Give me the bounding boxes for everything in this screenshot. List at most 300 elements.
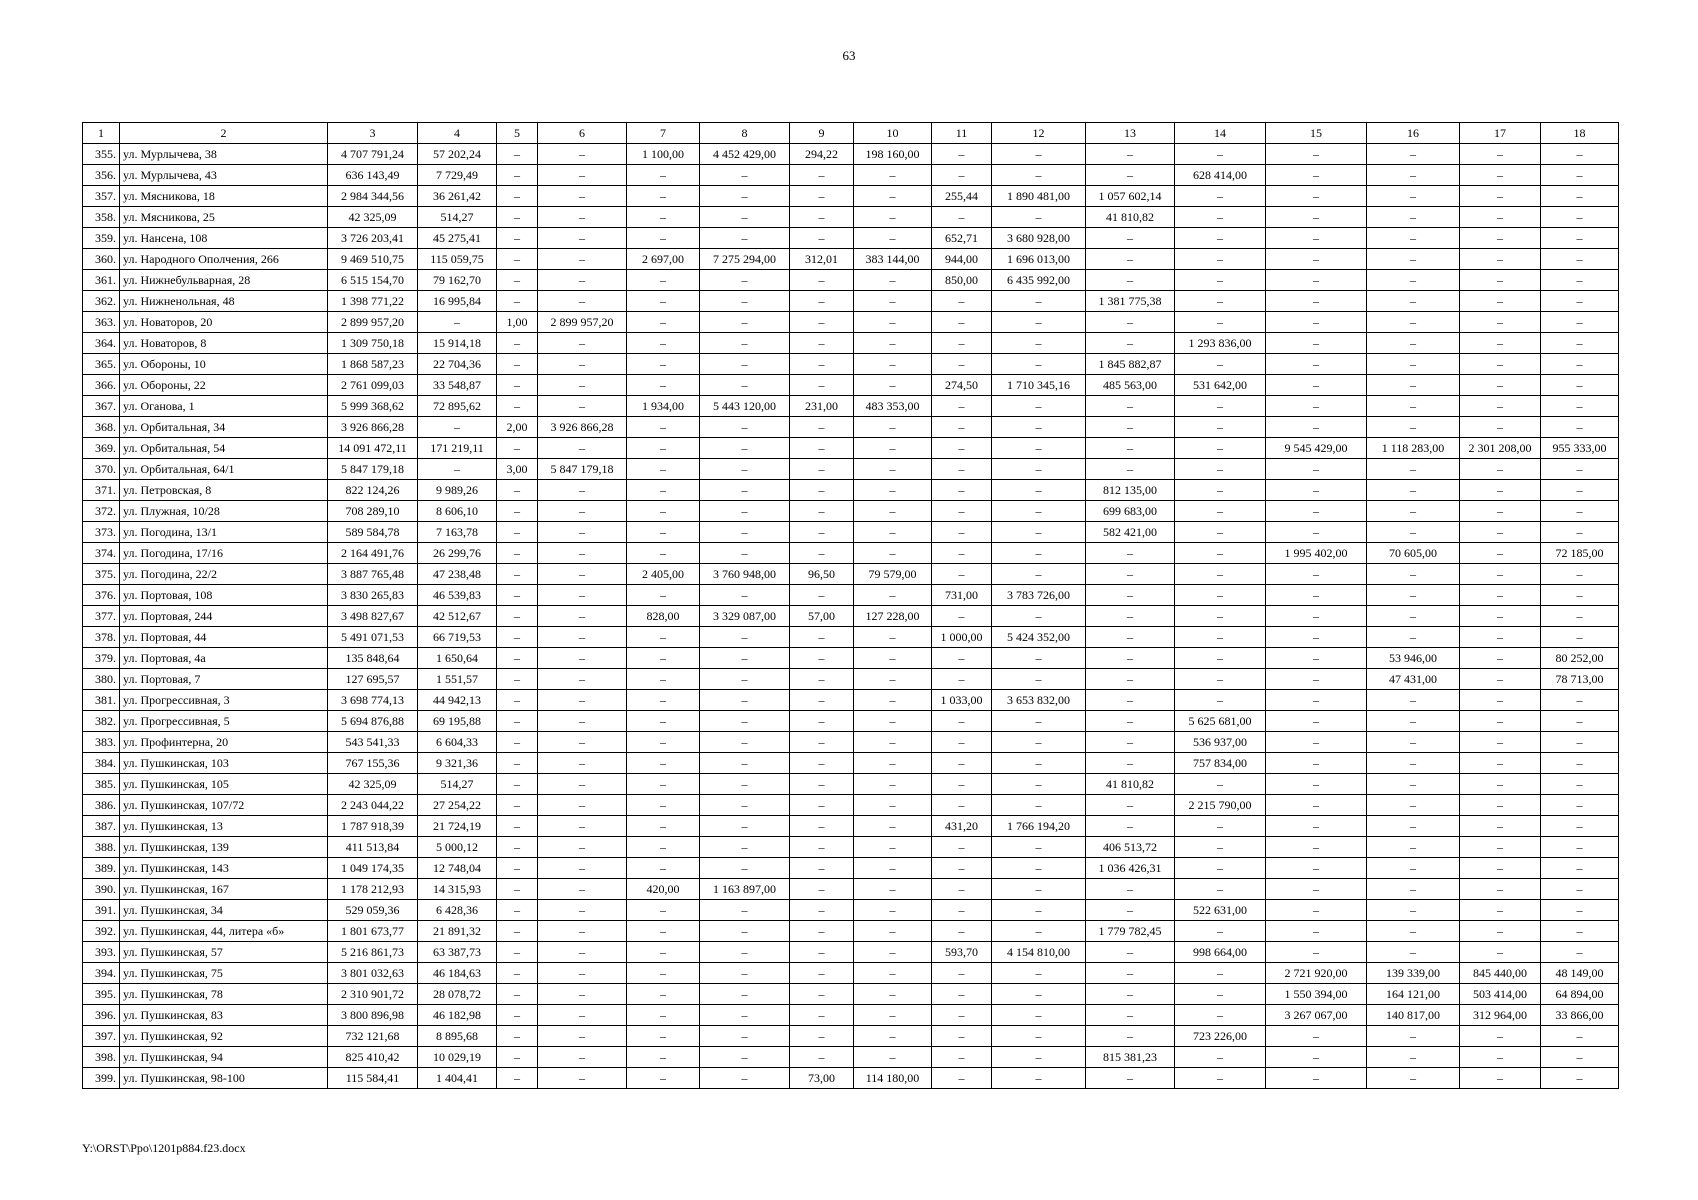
value-cell: – bbox=[1460, 795, 1541, 816]
table-row bbox=[83, 669, 1619, 690]
value-cell: – bbox=[1175, 837, 1266, 858]
value-cell: – bbox=[700, 480, 790, 501]
value-cell: 1 404,41 bbox=[418, 1068, 497, 1089]
value-cell: – bbox=[1460, 207, 1541, 228]
value-cell: – bbox=[538, 711, 627, 732]
address-cell: ул. Пушкинская, 103 bbox=[120, 753, 328, 774]
value-cell: – bbox=[1367, 249, 1460, 270]
value-cell: – bbox=[1175, 228, 1266, 249]
value-cell: – bbox=[1541, 921, 1619, 942]
value-cell: – bbox=[538, 396, 627, 417]
value-cell: 767 155,36 bbox=[328, 753, 418, 774]
column-header-11: 11 bbox=[932, 123, 992, 144]
table-row bbox=[83, 144, 1619, 165]
value-cell: – bbox=[1086, 564, 1175, 585]
value-cell: 1 995 402,00 bbox=[1266, 543, 1367, 564]
value-cell: – bbox=[790, 858, 854, 879]
value-cell: – bbox=[1367, 711, 1460, 732]
value-cell: 7 163,78 bbox=[418, 522, 497, 543]
value-cell: 589 584,78 bbox=[328, 522, 418, 543]
value-cell: – bbox=[932, 837, 992, 858]
value-cell: – bbox=[1541, 774, 1619, 795]
value-cell: – bbox=[1541, 459, 1619, 480]
address-cell: ул. Пушкинская, 167 bbox=[120, 879, 328, 900]
value-cell: – bbox=[854, 858, 932, 879]
value-cell: – bbox=[1367, 1026, 1460, 1047]
value-cell: – bbox=[1086, 270, 1175, 291]
value-cell: – bbox=[992, 837, 1086, 858]
value-cell: – bbox=[992, 312, 1086, 333]
value-cell: – bbox=[854, 333, 932, 354]
value-cell: 3 800 896,98 bbox=[328, 1005, 418, 1026]
value-cell: – bbox=[700, 459, 790, 480]
value-cell: – bbox=[1367, 207, 1460, 228]
value-cell: – bbox=[497, 963, 538, 984]
value-cell: – bbox=[1175, 774, 1266, 795]
value-cell: 42 325,09 bbox=[328, 207, 418, 228]
value-cell: – bbox=[700, 522, 790, 543]
address-cell: ул. Оганова, 1 bbox=[120, 396, 328, 417]
row-number-cell: 384. bbox=[83, 753, 120, 774]
value-cell: – bbox=[1367, 186, 1460, 207]
value-cell: – bbox=[932, 774, 992, 795]
row-number-cell: 386. bbox=[83, 795, 120, 816]
value-cell: 1 845 882,87 bbox=[1086, 354, 1175, 375]
address-cell: ул. Орбитальная, 64/1 bbox=[120, 459, 328, 480]
value-cell: – bbox=[1541, 711, 1619, 732]
table-row bbox=[83, 984, 1619, 1005]
value-cell: 4 707 791,24 bbox=[328, 144, 418, 165]
value-cell: – bbox=[627, 753, 700, 774]
value-cell: – bbox=[497, 522, 538, 543]
value-cell: – bbox=[1367, 816, 1460, 837]
value-cell: – bbox=[992, 648, 1086, 669]
value-cell: – bbox=[790, 228, 854, 249]
value-cell: – bbox=[497, 921, 538, 942]
value-cell: – bbox=[538, 606, 627, 627]
value-cell: 312,01 bbox=[790, 249, 854, 270]
value-cell: – bbox=[627, 963, 700, 984]
page-number: 63 bbox=[842, 48, 856, 63]
value-cell: – bbox=[854, 228, 932, 249]
value-cell: – bbox=[932, 921, 992, 942]
value-cell: – bbox=[932, 207, 992, 228]
value-cell: – bbox=[1367, 732, 1460, 753]
value-cell: – bbox=[1460, 690, 1541, 711]
value-cell: – bbox=[1460, 1047, 1541, 1068]
value-cell: – bbox=[992, 984, 1086, 1005]
value-cell: 1 033,00 bbox=[932, 690, 992, 711]
value-cell: – bbox=[1266, 753, 1367, 774]
value-cell: – bbox=[497, 396, 538, 417]
value-cell: – bbox=[538, 207, 627, 228]
value-cell: – bbox=[627, 1047, 700, 1068]
value-cell: – bbox=[1086, 438, 1175, 459]
value-cell: – bbox=[700, 375, 790, 396]
value-cell: 231,00 bbox=[790, 396, 854, 417]
value-cell: – bbox=[1266, 291, 1367, 312]
value-cell: 1 398 771,22 bbox=[328, 291, 418, 312]
value-cell: – bbox=[854, 1005, 932, 1026]
value-cell: – bbox=[790, 438, 854, 459]
value-cell: – bbox=[497, 333, 538, 354]
value-cell: – bbox=[538, 585, 627, 606]
value-cell: – bbox=[1541, 186, 1619, 207]
value-cell: – bbox=[1460, 627, 1541, 648]
table-row bbox=[83, 396, 1619, 417]
value-cell: – bbox=[790, 963, 854, 984]
row-number-cell: 390. bbox=[83, 879, 120, 900]
table-row bbox=[83, 270, 1619, 291]
value-cell: 3 926 866,28 bbox=[328, 417, 418, 438]
table-row bbox=[83, 1068, 1619, 1089]
value-cell: – bbox=[627, 921, 700, 942]
value-cell: 57 202,24 bbox=[418, 144, 497, 165]
value-cell: – bbox=[854, 669, 932, 690]
row-number-cell: 380. bbox=[83, 669, 120, 690]
value-cell: – bbox=[992, 1068, 1086, 1089]
value-cell: – bbox=[790, 501, 854, 522]
value-cell: 57,00 bbox=[790, 606, 854, 627]
value-cell: – bbox=[790, 291, 854, 312]
value-cell: 955 333,00 bbox=[1541, 438, 1619, 459]
value-cell: 5 424 352,00 bbox=[992, 627, 1086, 648]
value-cell: – bbox=[1086, 228, 1175, 249]
value-cell: – bbox=[1460, 501, 1541, 522]
address-cell: ул. Петровская, 8 bbox=[120, 480, 328, 501]
address-cell: ул. Погодина, 13/1 bbox=[120, 522, 328, 543]
value-cell: 14 091 472,11 bbox=[328, 438, 418, 459]
value-cell: – bbox=[1086, 795, 1175, 816]
address-cell: ул. Погодина, 22/2 bbox=[120, 564, 328, 585]
value-cell: 2,00 bbox=[497, 417, 538, 438]
value-cell: – bbox=[1367, 900, 1460, 921]
address-cell: ул. Нижнебульварная, 28 bbox=[120, 270, 328, 291]
address-cell: ул. Погодина, 17/16 bbox=[120, 543, 328, 564]
value-cell: – bbox=[1541, 333, 1619, 354]
value-cell: – bbox=[992, 165, 1086, 186]
value-cell: – bbox=[700, 1026, 790, 1047]
value-cell: 3 830 265,83 bbox=[328, 585, 418, 606]
value-cell: 2 984 344,56 bbox=[328, 186, 418, 207]
value-cell: 72 185,00 bbox=[1541, 543, 1619, 564]
value-cell: – bbox=[497, 165, 538, 186]
budget-table bbox=[82, 122, 1619, 1089]
value-cell: 8 895,68 bbox=[418, 1026, 497, 1047]
value-cell: 3 680 928,00 bbox=[992, 228, 1086, 249]
value-cell: – bbox=[1367, 501, 1460, 522]
value-cell: – bbox=[538, 354, 627, 375]
value-cell: – bbox=[854, 438, 932, 459]
value-cell: – bbox=[1541, 312, 1619, 333]
value-cell: – bbox=[1541, 900, 1619, 921]
value-cell: 536 937,00 bbox=[1175, 732, 1266, 753]
row-number-cell: 374. bbox=[83, 543, 120, 564]
value-cell: 127 228,00 bbox=[854, 606, 932, 627]
value-cell: – bbox=[497, 795, 538, 816]
value-cell: – bbox=[1367, 270, 1460, 291]
value-cell: – bbox=[497, 837, 538, 858]
table-row bbox=[83, 795, 1619, 816]
value-cell: – bbox=[627, 816, 700, 837]
value-cell: – bbox=[627, 1026, 700, 1047]
value-cell: – bbox=[700, 165, 790, 186]
row-number-cell: 359. bbox=[83, 228, 120, 249]
value-cell: 636 143,49 bbox=[328, 165, 418, 186]
value-cell: 2 899 957,20 bbox=[328, 312, 418, 333]
value-cell: – bbox=[627, 900, 700, 921]
value-cell: – bbox=[932, 879, 992, 900]
address-cell: ул. Пушкинская, 105 bbox=[120, 774, 328, 795]
value-cell: – bbox=[700, 837, 790, 858]
value-cell: – bbox=[497, 669, 538, 690]
address-cell: ул. Обороны, 22 bbox=[120, 375, 328, 396]
value-cell: – bbox=[854, 312, 932, 333]
value-cell: – bbox=[1266, 795, 1367, 816]
value-cell: – bbox=[1086, 1068, 1175, 1089]
value-cell: 1 163 897,00 bbox=[700, 879, 790, 900]
value-cell: 1 118 283,00 bbox=[1367, 438, 1460, 459]
value-cell: – bbox=[538, 627, 627, 648]
value-cell: – bbox=[700, 984, 790, 1005]
column-header-3: 3 bbox=[328, 123, 418, 144]
table-row bbox=[83, 480, 1619, 501]
row-number-cell: 368. bbox=[83, 417, 120, 438]
row-number-cell: 383. bbox=[83, 732, 120, 753]
value-cell: – bbox=[1541, 606, 1619, 627]
value-cell: – bbox=[627, 438, 700, 459]
value-cell: – bbox=[1367, 333, 1460, 354]
value-cell: – bbox=[992, 606, 1086, 627]
value-cell: – bbox=[854, 417, 932, 438]
value-cell: – bbox=[627, 375, 700, 396]
value-cell: – bbox=[790, 333, 854, 354]
value-cell: – bbox=[1367, 606, 1460, 627]
value-cell: 812 135,00 bbox=[1086, 480, 1175, 501]
value-cell: – bbox=[538, 690, 627, 711]
value-cell: – bbox=[1175, 921, 1266, 942]
value-cell: 483 353,00 bbox=[854, 396, 932, 417]
value-cell: – bbox=[1086, 333, 1175, 354]
value-cell: – bbox=[700, 648, 790, 669]
value-cell: – bbox=[1541, 1026, 1619, 1047]
value-cell: 46 184,63 bbox=[418, 963, 497, 984]
value-cell: 652,71 bbox=[932, 228, 992, 249]
value-cell: – bbox=[627, 333, 700, 354]
table-row bbox=[83, 690, 1619, 711]
value-cell: – bbox=[497, 858, 538, 879]
value-cell: – bbox=[1175, 207, 1266, 228]
value-cell: – bbox=[627, 732, 700, 753]
value-cell: – bbox=[538, 816, 627, 837]
table-row bbox=[83, 900, 1619, 921]
value-cell: – bbox=[932, 1026, 992, 1047]
address-cell: ул. Пушкинская, 98-100 bbox=[120, 1068, 328, 1089]
value-cell: – bbox=[992, 900, 1086, 921]
value-cell: – bbox=[1460, 459, 1541, 480]
value-cell: – bbox=[418, 417, 497, 438]
value-cell: – bbox=[1266, 879, 1367, 900]
address-cell: ул. Орбитальная, 34 bbox=[120, 417, 328, 438]
value-cell: – bbox=[1266, 585, 1367, 606]
value-cell: – bbox=[854, 522, 932, 543]
value-cell: – bbox=[700, 501, 790, 522]
value-cell: – bbox=[1086, 690, 1175, 711]
value-cell: – bbox=[627, 711, 700, 732]
value-cell: 3 926 866,28 bbox=[538, 417, 627, 438]
value-cell: 73,00 bbox=[790, 1068, 854, 1089]
value-cell: – bbox=[497, 648, 538, 669]
value-cell: – bbox=[1086, 900, 1175, 921]
row-number-cell: 356. bbox=[83, 165, 120, 186]
value-cell: – bbox=[497, 438, 538, 459]
value-cell: – bbox=[932, 144, 992, 165]
row-number-cell: 394. bbox=[83, 963, 120, 984]
value-cell: – bbox=[932, 732, 992, 753]
value-cell: – bbox=[1175, 627, 1266, 648]
value-cell: – bbox=[854, 354, 932, 375]
value-cell: 485 563,00 bbox=[1086, 375, 1175, 396]
value-cell: – bbox=[538, 858, 627, 879]
value-cell: 5 847 179,18 bbox=[328, 459, 418, 480]
value-cell: – bbox=[790, 375, 854, 396]
value-cell: 2 405,00 bbox=[627, 564, 700, 585]
value-cell: 431,20 bbox=[932, 816, 992, 837]
value-cell: 80 252,00 bbox=[1541, 648, 1619, 669]
row-number-cell: 362. bbox=[83, 291, 120, 312]
value-cell: – bbox=[1541, 249, 1619, 270]
value-cell: – bbox=[1367, 375, 1460, 396]
value-cell: – bbox=[1175, 543, 1266, 564]
table-row bbox=[83, 732, 1619, 753]
value-cell: – bbox=[700, 438, 790, 459]
value-cell: – bbox=[1460, 900, 1541, 921]
value-cell: – bbox=[627, 207, 700, 228]
value-cell: – bbox=[700, 942, 790, 963]
value-cell: – bbox=[418, 459, 497, 480]
value-cell: 9 545 429,00 bbox=[1266, 438, 1367, 459]
value-cell: – bbox=[1086, 816, 1175, 837]
value-cell: 6 428,36 bbox=[418, 900, 497, 921]
value-cell: 1,00 bbox=[497, 312, 538, 333]
value-cell: – bbox=[1266, 606, 1367, 627]
value-cell: – bbox=[1541, 207, 1619, 228]
value-cell: 757 834,00 bbox=[1175, 753, 1266, 774]
value-cell: – bbox=[627, 627, 700, 648]
value-cell: – bbox=[1367, 396, 1460, 417]
value-cell: – bbox=[700, 900, 790, 921]
value-cell: – bbox=[992, 774, 1086, 795]
value-cell: – bbox=[992, 417, 1086, 438]
table-row bbox=[83, 606, 1619, 627]
table-row bbox=[83, 501, 1619, 522]
value-cell: – bbox=[790, 627, 854, 648]
table-row bbox=[83, 249, 1619, 270]
table-row bbox=[83, 228, 1619, 249]
value-cell: – bbox=[1367, 942, 1460, 963]
value-cell: – bbox=[1460, 312, 1541, 333]
value-cell: 8 606,10 bbox=[418, 501, 497, 522]
value-cell: 3 498 827,67 bbox=[328, 606, 418, 627]
value-cell: – bbox=[1541, 291, 1619, 312]
value-cell: – bbox=[1086, 459, 1175, 480]
value-cell: 3 726 203,41 bbox=[328, 228, 418, 249]
table-row bbox=[83, 333, 1619, 354]
value-cell: – bbox=[1541, 522, 1619, 543]
value-cell: – bbox=[1266, 501, 1367, 522]
value-cell: – bbox=[932, 312, 992, 333]
address-cell: ул. Пушкинская, 44, литера «б» bbox=[120, 921, 328, 942]
row-number-cell: 364. bbox=[83, 333, 120, 354]
value-cell: – bbox=[1266, 669, 1367, 690]
value-cell: – bbox=[992, 963, 1086, 984]
value-cell: – bbox=[700, 1068, 790, 1089]
value-cell: 731,00 bbox=[932, 585, 992, 606]
row-number-cell: 381. bbox=[83, 690, 120, 711]
value-cell: – bbox=[932, 984, 992, 1005]
value-cell: – bbox=[1266, 249, 1367, 270]
value-cell: – bbox=[497, 207, 538, 228]
value-cell: – bbox=[538, 963, 627, 984]
value-cell: – bbox=[1367, 165, 1460, 186]
table-row bbox=[83, 942, 1619, 963]
value-cell: – bbox=[1266, 144, 1367, 165]
value-cell: – bbox=[854, 186, 932, 207]
value-cell: – bbox=[627, 522, 700, 543]
value-cell: 2 761 099,03 bbox=[328, 375, 418, 396]
value-cell: – bbox=[790, 669, 854, 690]
value-cell: 42 512,67 bbox=[418, 606, 497, 627]
row-number-cell: 396. bbox=[83, 1005, 120, 1026]
value-cell: – bbox=[932, 480, 992, 501]
value-cell: – bbox=[627, 648, 700, 669]
value-cell: – bbox=[1266, 837, 1367, 858]
value-cell: 3 267 067,00 bbox=[1266, 1005, 1367, 1026]
value-cell: 114 180,00 bbox=[854, 1068, 932, 1089]
row-number-cell: 391. bbox=[83, 900, 120, 921]
value-cell: – bbox=[932, 669, 992, 690]
value-cell: – bbox=[1367, 312, 1460, 333]
value-cell: – bbox=[1460, 837, 1541, 858]
value-cell: – bbox=[1175, 186, 1266, 207]
table-row bbox=[83, 1005, 1619, 1026]
address-cell: ул. Обороны, 10 bbox=[120, 354, 328, 375]
value-cell: – bbox=[1460, 333, 1541, 354]
value-cell: – bbox=[1266, 333, 1367, 354]
table-row bbox=[83, 879, 1619, 900]
value-cell: 127 695,57 bbox=[328, 669, 418, 690]
value-cell: – bbox=[1367, 774, 1460, 795]
value-cell: – bbox=[497, 144, 538, 165]
address-cell: ул. Народного Ополчения, 266 bbox=[120, 249, 328, 270]
value-cell: – bbox=[1460, 1026, 1541, 1047]
row-number-cell: 389. bbox=[83, 858, 120, 879]
value-cell: – bbox=[1541, 354, 1619, 375]
value-cell: 1 381 775,38 bbox=[1086, 291, 1175, 312]
value-cell: – bbox=[790, 795, 854, 816]
value-cell: – bbox=[790, 984, 854, 1005]
value-cell: – bbox=[700, 291, 790, 312]
table-row bbox=[83, 753, 1619, 774]
value-cell: 4 452 429,00 bbox=[700, 144, 790, 165]
value-cell: – bbox=[538, 543, 627, 564]
value-cell: 825 410,42 bbox=[328, 1047, 418, 1068]
column-number-row bbox=[83, 123, 1619, 144]
value-cell: – bbox=[1266, 774, 1367, 795]
value-cell: – bbox=[790, 1047, 854, 1068]
value-cell: – bbox=[790, 816, 854, 837]
address-cell: ул. Прогрессивная, 3 bbox=[120, 690, 328, 711]
